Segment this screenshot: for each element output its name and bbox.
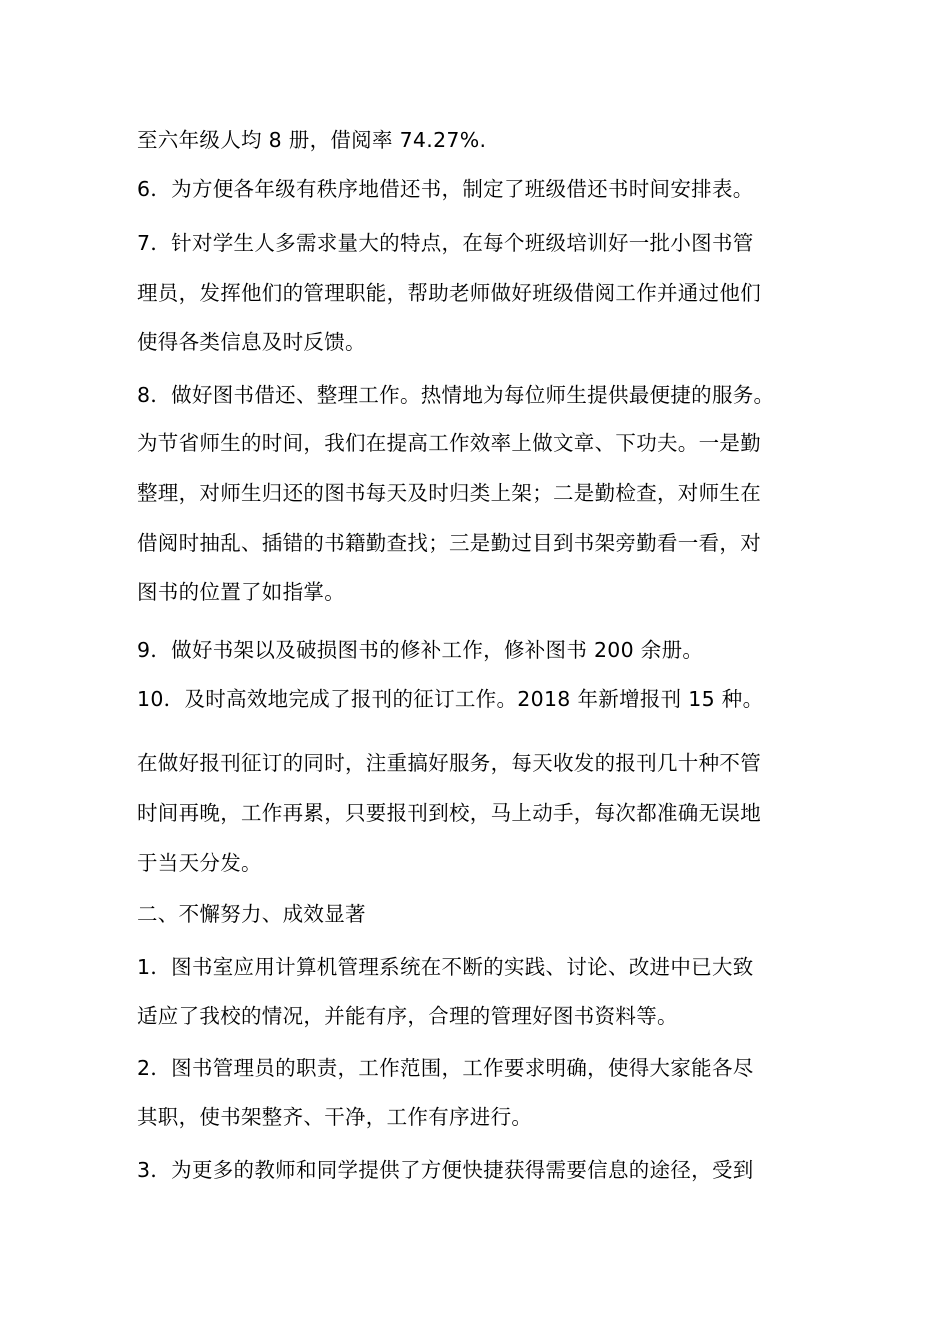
text-line-6: 8．做好图书借还、整理工作。热情地为每位师生提供最便捷的服务。 [137, 383, 775, 407]
text-line-4: 理员，发挥他们的管理职能，帮助老师做好班级借阅工作并通过他们 [137, 281, 761, 305]
text-line-8: 整理，对师生归还的图书每天及时归类上架；二是勤检查，对师生在 [137, 481, 761, 505]
text-line-5: 使得各类信息及时反馈。 [137, 330, 366, 354]
text-line-1: 至六年级人均 8 册，借阅率 74.27%. [137, 128, 487, 152]
text-line-2: 6．为方便各年级有秩序地借还书，制定了班级借还书时间安排表。 [137, 177, 754, 201]
text-line-3: 7．针对学生人多需求量大的特点，在每个班级培训好一批小图书管 [137, 231, 754, 255]
text-line-11: 9．做好书架以及破损图书的修补工作，修补图书 200 余册。 [137, 638, 704, 662]
text-line-19: 2．图书管理员的职责，工作范围，工作要求明确，使得大家能各尽 [137, 1056, 754, 1080]
text-line-13: 在做好报刊征订的同时，注重搞好服务，每天收发的报刊几十种不管 [137, 751, 761, 775]
text-line-15: 于当天分发。 [137, 851, 262, 875]
text-line-17: 1．图书室应用计算机管理系统在不断的实践、讨论、改进中已大致 [137, 955, 754, 979]
text-line-9: 借阅时抽乱、插错的书籍勤查找；三是勤过目到书架旁勤看一看，对 [137, 531, 761, 555]
text-line-10: 图书的位置了如指掌。 [137, 580, 345, 604]
text-line-14: 时间再晚，工作再累，只要报刊到校，马上动手，每次都准确无误地 [137, 801, 761, 825]
text-line-18: 适应了我校的情况，并能有序，合理的管理好图书资料等。 [137, 1004, 678, 1028]
text-line-7: 为节省师生的时间，我们在提高工作效率上做文章、下功夫。一是勤 [137, 431, 761, 455]
section-heading: 二、不懈努力、成效显著 [137, 902, 366, 926]
text-line-20: 其职，使书架整齐、干净，工作有序进行。 [137, 1105, 533, 1129]
text-line-21: 3．为更多的教师和同学提供了方便快捷获得需要信息的途径，受到 [137, 1158, 754, 1182]
text-line-12: 10．及时高效地完成了报刊的征订工作。2018 年新增报刊 15 种。 [137, 687, 764, 711]
